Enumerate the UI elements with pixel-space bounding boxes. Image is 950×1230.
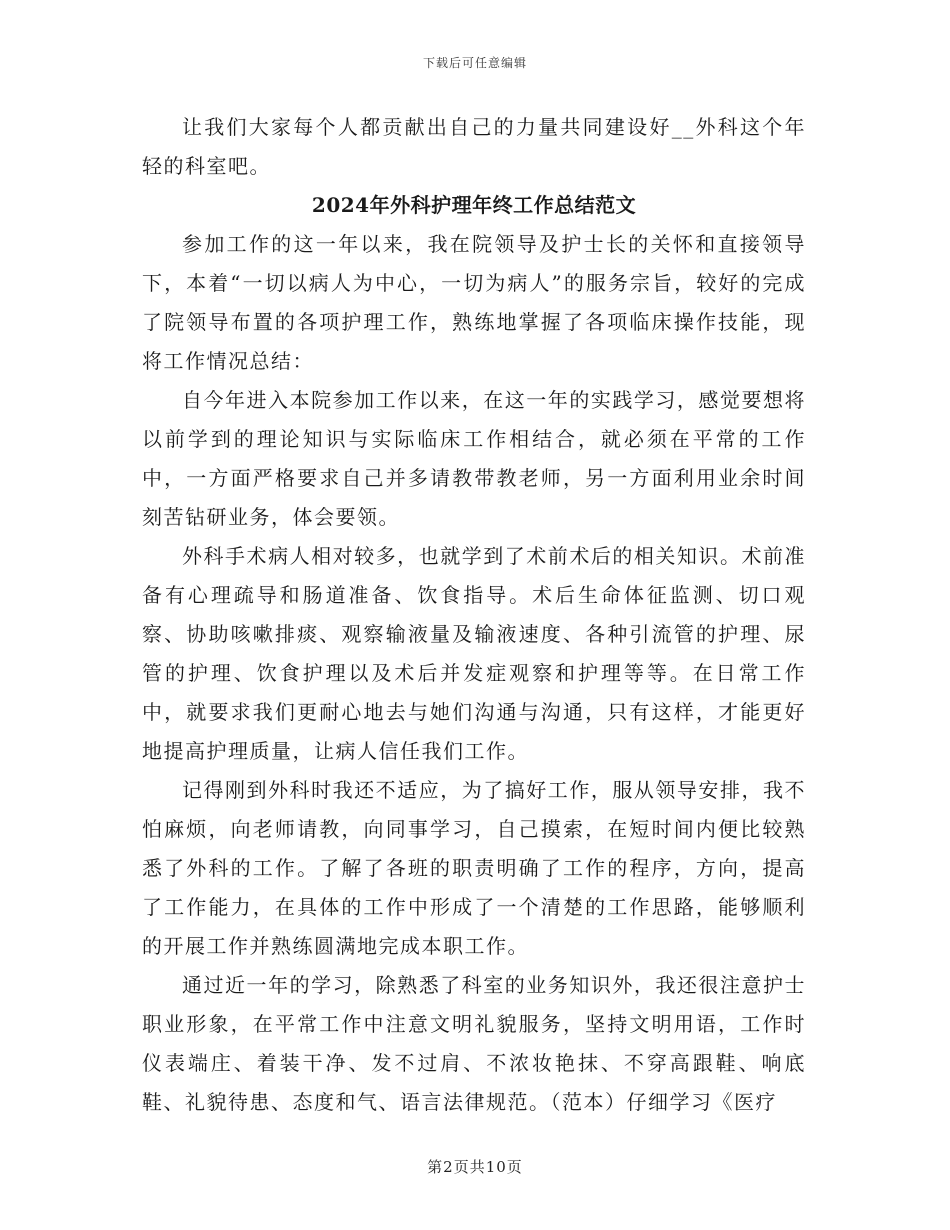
paragraph-3: 外科手术病人相对较多，也就学到了术前术后的相关知识。术前准备有心理疏导和肠道准备、饮食指导。术后生命体征监测、切口观察、协助咳嗽排痰、观察输液量及输液速度、各种引流管的护理、尿管的护理、饮食护理以及术后并发症观察和护理等等。在日常工作中，就要求我们更耐心地去与她们沟通与沟通，只有这样，才能更好地提高护理质量，让病人信任我们工作。 [142,544,806,763]
paragraph-1: 参加工作的这一年以来，我在院领导及护士长的关怀和直接领导下，本着“一切以病人为中心，一切为病人”的服务宗旨，较好的完成了院领导布置的各项护理工作，熟练地掌握了各项临床操作技能，现将工作情况总结： [142,232,806,373]
paragraph-2: 自今年进入本院参加工作以来，在这一年的实践学习，感觉要想将以前学到的理论知识与实际临床工作相结合，就必须在平常的工作中，一方面严格要求自己并多请教带教老师，另一方面利用业余时间刻苦钻研业务，体会要领。 [142,388,806,529]
page-footer: 第2页共10页 [427,1158,523,1176]
document-title: 2024年外科护理年终工作总结范文 [311,193,637,217]
paragraph-4: 记得刚到外科时我还不适应，为了搞好工作，服从领导安排，我不怕麻烦，向老师请教，向同事学习，自己摸索，在短时间内便比较熟悉了外科的工作。了解了各班的职责明确了工作的程序，方向，提高了工作能力，在具体的工作中形成了一个清楚的工作思路，能够顺利的开展工作并熟练圆满地完成本职工作。 [142,778,806,958]
paragraph-5: 通过近一年的学习，除熟悉了科室的业务知识外，我还很注意护士职业形象，在平常工作中注意文明礼貌服务，坚持文明用语，工作时仪表端庄、着装干净、发不过肩、不浓妆艳抹、不穿高跟鞋、响底鞋、礼貌待患、态度和气、语言法律规范。（范本）仔细学习《医疗 [142,973,806,1114]
paragraph-closing: 让我们大家每个人都贡献出自己的力量共同建设好__外科这个年轻的科室吧。 [142,115,806,178]
page-header: 下载后可任意编辑 [422,56,527,70]
document-body [142,108,806,1122]
